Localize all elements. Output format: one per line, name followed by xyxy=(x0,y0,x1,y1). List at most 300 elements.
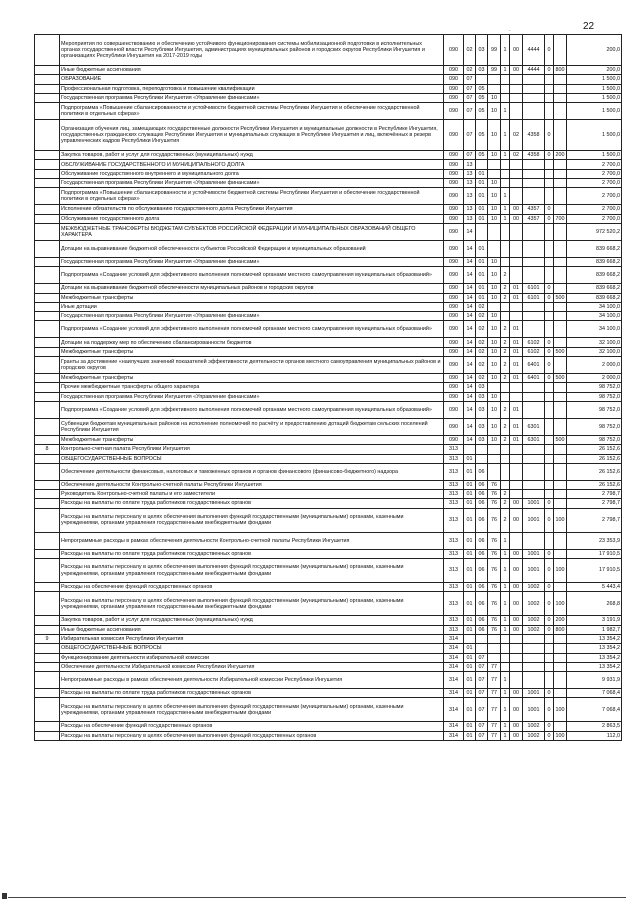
amount-cell: 13 354,2 xyxy=(567,662,622,671)
row-number-cell xyxy=(35,84,60,93)
code-cell xyxy=(523,188,545,205)
code-cell: 1 xyxy=(501,722,510,731)
code-cell: 14 xyxy=(464,257,476,266)
amount-cell: 26 152,6 xyxy=(567,480,622,489)
code-cell: 07 xyxy=(464,103,476,120)
amount-cell: 5 443,4 xyxy=(567,583,622,592)
code-cell xyxy=(488,160,501,169)
row-number-cell xyxy=(35,151,60,160)
code-cell: 800 xyxy=(555,67,565,74)
code-cell: 03 xyxy=(476,435,488,444)
table-row xyxy=(35,559,622,583)
page-number: 22 xyxy=(583,21,595,32)
code-cell: 01 xyxy=(464,559,476,583)
code-cell: 06 xyxy=(476,625,488,634)
code-cell: 02 xyxy=(464,35,476,66)
table-body xyxy=(35,35,622,741)
code-cell: 14 xyxy=(464,401,476,418)
code-cell: 314 xyxy=(444,722,464,731)
code-cell xyxy=(523,169,545,178)
code-cell: 14 xyxy=(464,312,476,321)
code-cell: 313 xyxy=(444,454,464,463)
table-row xyxy=(35,120,622,151)
code-cell: 05 xyxy=(476,120,488,151)
code-cell: 500 xyxy=(555,436,565,443)
code-cell xyxy=(545,435,554,444)
code-cell: 02 xyxy=(476,347,488,356)
code-cell: 01 xyxy=(476,179,488,188)
code-cell: 76 xyxy=(488,559,501,583)
code-cell xyxy=(554,338,567,347)
code-cell: 01 xyxy=(464,616,476,625)
code-cell: 10 xyxy=(488,293,501,302)
code-cell: 01 xyxy=(510,374,523,383)
code-cell: 314 xyxy=(444,689,464,698)
item-name-cell: Расходы на обеспечение функций государственных органов xyxy=(60,583,444,592)
code-cell: 99 xyxy=(488,66,501,75)
code-cell: 4357 xyxy=(523,205,545,214)
table-row xyxy=(35,689,622,698)
amount-cell: 2 798,7 xyxy=(567,508,622,532)
code-cell xyxy=(545,383,554,392)
code-cell: 00 xyxy=(510,625,523,634)
code-cell xyxy=(554,689,567,698)
code-cell: 1 xyxy=(501,672,510,689)
code-cell xyxy=(501,223,510,240)
code-cell: 100 xyxy=(555,732,565,739)
row-number-cell xyxy=(35,205,60,214)
code-cell: 1 xyxy=(501,120,510,151)
item-name-cell: Государственная программа Республики Ингушетия «Управление финансами» xyxy=(60,93,444,102)
code-cell xyxy=(488,644,501,653)
row-number-cell xyxy=(35,616,60,625)
code-cell xyxy=(510,480,523,489)
code-cell: 77 xyxy=(488,731,501,740)
table-row xyxy=(35,188,622,205)
row-number-cell xyxy=(35,223,60,240)
code-cell xyxy=(554,312,567,321)
code-cell xyxy=(545,418,554,435)
code-cell xyxy=(510,223,523,240)
code-cell: 06 xyxy=(476,463,488,480)
item-name-cell: Прочие межбюджетные трансферты общего характера xyxy=(60,383,444,392)
code-cell xyxy=(554,160,567,169)
code-cell: 07 xyxy=(476,698,488,722)
code-cell xyxy=(510,93,523,102)
code-cell: 313 xyxy=(444,508,464,532)
code-cell: 01 xyxy=(464,662,476,671)
code-cell: 500 xyxy=(555,375,565,382)
table-row xyxy=(35,532,622,549)
code-cell: 14 xyxy=(464,321,476,338)
row-number-cell xyxy=(35,532,60,549)
table-row xyxy=(35,644,622,653)
table-row xyxy=(35,592,622,616)
code-cell xyxy=(488,240,501,257)
code-cell xyxy=(501,257,510,266)
code-cell: 05 xyxy=(476,151,488,160)
code-cell: 07 xyxy=(476,653,488,662)
code-cell: 06 xyxy=(476,549,488,558)
item-name-cell: ОБСЛУЖИВАНИЕ ГОСУДАРСТВЕННОГО И МУНИЦИПАЛЬНОГО ДОЛГА xyxy=(60,160,444,169)
table-row xyxy=(35,357,622,374)
code-cell xyxy=(501,169,510,178)
item-name-cell: Расходы на выплаты персоналу в целях обеспечения выполнения функций государственными (муниципальными) органами, казенными учреждениями, органами управления государственными внебюджетными фондами xyxy=(60,559,444,583)
code-cell xyxy=(554,672,567,689)
code-cell: 01 xyxy=(476,257,488,266)
table-row xyxy=(35,84,622,93)
code-cell xyxy=(510,445,523,454)
row-number-cell xyxy=(35,284,60,293)
code-cell: 01 xyxy=(476,293,488,302)
amount-cell: 1 500,0 xyxy=(567,120,622,151)
item-name-cell: ОБРАЗОВАНИЕ xyxy=(60,75,444,84)
item-name-cell: Исполнение обязательств по обслуживанию государственного долга Республики Ингушетия xyxy=(60,205,444,214)
item-name-cell: Гранты за достижение «наилучших значений показателей эффективности деятельности органов местного самоуправления муниципальных районов и городских округов xyxy=(60,357,444,374)
code-cell: 01 xyxy=(476,205,488,214)
code-cell: 1 xyxy=(501,592,510,616)
table-row xyxy=(35,169,622,178)
amount-cell: 34 100,0 xyxy=(567,321,622,338)
code-cell xyxy=(510,160,523,169)
code-cell: 0 xyxy=(545,549,554,558)
row-number-cell xyxy=(35,257,60,266)
code-cell xyxy=(488,75,501,84)
item-name-cell: Субвенции бюджетам муниципальных районов на исполнение полномочий по расчёту и предоставлению дотаций бюджетам сельских поселений Республики Ингушетия xyxy=(60,418,444,435)
code-cell: 313 xyxy=(444,616,464,625)
code-cell xyxy=(545,454,554,463)
amount-cell: 34 100,0 xyxy=(567,312,622,321)
code-cell: 02 xyxy=(476,312,488,321)
code-cell: 07 xyxy=(464,120,476,151)
item-name-cell: Дотации на выравнивание бюджетной обеспеченности муниципальных районов и городских округов xyxy=(60,284,444,293)
table-row xyxy=(35,445,622,454)
code-cell xyxy=(510,634,523,643)
code-cell: 01 xyxy=(510,293,523,302)
row-number-cell xyxy=(35,653,60,662)
row-number-cell xyxy=(35,508,60,532)
table-row xyxy=(35,321,622,338)
amount-cell: 2 700,0 xyxy=(567,160,622,169)
code-cell: 090 xyxy=(444,205,464,214)
table-row xyxy=(35,499,622,508)
amount-cell: 839 668,2 xyxy=(567,257,622,266)
item-name-cell: Обеспечение деятельности Избирательной комиссии Республики Ингушетия xyxy=(60,662,444,671)
code-cell: 090 xyxy=(444,103,464,120)
code-cell: 06 xyxy=(476,616,488,625)
table-row xyxy=(35,257,622,266)
code-cell: 1002 xyxy=(523,616,545,625)
code-cell: 1001 xyxy=(523,559,545,583)
code-cell: 10 xyxy=(488,435,501,444)
amount-cell: 1 982,7 xyxy=(567,625,622,634)
row-number-cell xyxy=(35,35,60,66)
code-cell: 76 xyxy=(488,549,501,558)
code-cell xyxy=(545,103,554,120)
code-cell: 6401 xyxy=(523,357,545,374)
row-number-cell xyxy=(35,214,60,223)
code-cell xyxy=(488,463,501,480)
item-name-cell: Подпрограмма «Создание условий для эффективного выполнения полномочий органами местного самоуправления муниципальных образований» xyxy=(60,321,444,338)
code-cell: 700 xyxy=(555,215,565,222)
code-cell: 76 xyxy=(488,532,501,549)
amount-cell: 200,0 xyxy=(567,66,622,75)
code-cell: 00 xyxy=(510,583,523,592)
code-cell xyxy=(488,445,501,454)
row-number-cell xyxy=(35,549,60,558)
code-cell: 77 xyxy=(488,722,501,731)
amount-cell: 2 700,0 xyxy=(567,205,622,214)
code-cell: 0 xyxy=(545,66,554,75)
code-cell xyxy=(501,634,510,643)
code-cell xyxy=(523,93,545,102)
table-row xyxy=(35,179,622,188)
code-cell: 01 xyxy=(510,347,523,356)
code-cell: 01 xyxy=(464,644,476,653)
code-cell xyxy=(554,583,567,592)
code-cell xyxy=(510,392,523,401)
code-cell: 0 xyxy=(545,120,554,151)
code-cell: 06 xyxy=(476,490,488,499)
item-name-cell: Организация обучения лиц, замещающих государственные должности Республики Ингушетия и муниципальные должности в Республике Ингушетия, государственных гражданских служащих Республики Ингушетия и муниципальных служащих в Республике Ингушетия и лиц, включённых в резерв управленческих кадров Республики Ингушетия xyxy=(60,120,444,151)
code-cell: 01 xyxy=(476,169,488,178)
code-cell: 0 xyxy=(545,722,554,731)
item-name-cell: Мероприятия по совершенствованию и обеспечению устойчивого функционирования системы мобилизационной подготовки в исполнительных органах государственной власти Республики Ингушетия, администрациях муниципальных районов и городских округов Республики Ингушетия и организациях Республики Ингушетия на 2017-2019 годы xyxy=(60,35,444,66)
code-cell xyxy=(523,634,545,643)
code-cell: 00 xyxy=(510,214,523,223)
code-cell: 2 xyxy=(501,508,510,532)
code-cell: 07 xyxy=(476,662,488,671)
code-cell xyxy=(523,240,545,257)
code-cell xyxy=(510,312,523,321)
code-cell: 14 xyxy=(464,240,476,257)
code-cell xyxy=(523,662,545,671)
code-cell: 14 xyxy=(464,374,476,383)
code-cell xyxy=(523,321,545,338)
code-cell xyxy=(488,84,501,93)
code-cell: 1001 xyxy=(523,698,545,722)
code-cell xyxy=(510,463,523,480)
table-row xyxy=(35,66,622,75)
table-row xyxy=(35,293,622,302)
code-cell: 0 xyxy=(545,357,554,374)
code-cell: 10 xyxy=(488,338,501,347)
code-cell xyxy=(545,401,554,418)
code-cell: 00 xyxy=(510,549,523,558)
row-number-cell xyxy=(35,169,60,178)
item-name-cell: Закупка товаров, работ и услуг для государственных (муниципальных) нужд xyxy=(60,151,444,160)
code-cell: 090 xyxy=(444,179,464,188)
code-cell: 1 xyxy=(501,151,510,160)
code-cell: 0 xyxy=(545,583,554,592)
item-name-cell: Иные бюджетные ассигнования xyxy=(60,66,444,75)
table-row xyxy=(35,160,622,169)
code-cell: 090 xyxy=(444,302,464,311)
code-cell: 314 xyxy=(444,634,464,643)
code-cell: 10 xyxy=(488,401,501,418)
code-cell: 01 xyxy=(510,338,523,347)
code-cell: 02 xyxy=(476,321,488,338)
code-cell: 13 xyxy=(464,188,476,205)
code-cell: 2 xyxy=(501,347,510,356)
code-cell xyxy=(545,445,554,454)
code-cell xyxy=(501,302,510,311)
code-cell xyxy=(501,662,510,671)
code-cell: 6301 xyxy=(523,435,545,444)
amount-cell: 1 500,0 xyxy=(567,103,622,120)
code-cell: 05 xyxy=(476,93,488,102)
amount-cell: 98 752,0 xyxy=(567,383,622,392)
code-cell: 10 xyxy=(488,120,501,151)
code-cell: 090 xyxy=(444,392,464,401)
code-cell xyxy=(501,84,510,93)
code-cell: 05 xyxy=(476,103,488,120)
code-cell: 090 xyxy=(444,418,464,435)
code-cell: 76 xyxy=(488,625,501,634)
item-name-cell: Функционирование деятельности избирательной комиссии xyxy=(60,653,444,662)
code-cell xyxy=(545,267,554,284)
code-cell xyxy=(523,103,545,120)
code-cell xyxy=(501,93,510,102)
code-cell xyxy=(545,672,554,689)
code-cell: 01 xyxy=(464,583,476,592)
code-cell: 10 xyxy=(488,357,501,374)
amount-cell: 17 910,5 xyxy=(567,559,622,583)
code-cell: 76 xyxy=(488,499,501,508)
code-cell: 090 xyxy=(444,66,464,75)
code-cell: 200 xyxy=(555,152,565,159)
code-cell: 090 xyxy=(444,374,464,383)
table-row xyxy=(35,634,622,643)
item-name-cell: Государственная программа Республики Ингушетия «Управление финансами» xyxy=(60,312,444,321)
code-cell: 090 xyxy=(444,214,464,223)
code-cell: 13 xyxy=(464,214,476,223)
item-name-cell: Расходы на выплаты персоналу в целях обеспечения выполнения функций государственными (муниципальными) органами, казенными учреждениями, органами управления государственными внебюджетными фондами xyxy=(60,698,444,722)
item-name-cell: Закупка товаров, работ и услуг для государственных (муниципальных) нужд xyxy=(60,616,444,625)
code-cell xyxy=(554,490,567,499)
code-cell: 200 xyxy=(555,617,565,624)
code-cell: 6102 xyxy=(523,347,545,356)
code-cell: 00 xyxy=(510,499,523,508)
amount-cell: 1 500,0 xyxy=(567,84,622,93)
code-cell: 01 xyxy=(510,418,523,435)
code-cell xyxy=(501,240,510,257)
code-cell: 06 xyxy=(476,583,488,592)
code-cell: 06 xyxy=(476,532,488,549)
code-cell xyxy=(545,480,554,489)
code-cell: 00 xyxy=(510,722,523,731)
code-cell: 01 xyxy=(510,401,523,418)
code-cell xyxy=(501,454,510,463)
code-cell: 0 xyxy=(545,559,554,583)
amount-cell: 1 500,0 xyxy=(567,93,622,102)
code-cell xyxy=(523,267,545,284)
row-number-cell xyxy=(35,75,60,84)
code-cell: 07 xyxy=(464,93,476,102)
amount-cell: 200,0 xyxy=(567,35,622,66)
code-cell xyxy=(501,160,510,169)
code-cell: 10 xyxy=(488,257,501,266)
amount-cell: 17 910,5 xyxy=(567,549,622,558)
code-cell xyxy=(523,312,545,321)
code-cell xyxy=(545,463,554,480)
code-cell xyxy=(510,662,523,671)
table-row xyxy=(35,240,622,257)
amount-cell: 268,8 xyxy=(567,592,622,616)
item-name-cell: Межбюджетные трансферты xyxy=(60,347,444,356)
code-cell: 14 xyxy=(464,223,476,240)
code-cell: 313 xyxy=(444,592,464,616)
code-cell: 07 xyxy=(476,689,488,698)
code-cell: 314 xyxy=(444,672,464,689)
code-cell xyxy=(501,392,510,401)
code-cell: 00 xyxy=(510,559,523,583)
code-cell: 01 xyxy=(510,357,523,374)
code-cell: 00 xyxy=(510,35,523,66)
table-row xyxy=(35,435,622,444)
code-cell: 2 xyxy=(501,357,510,374)
code-cell xyxy=(523,463,545,480)
code-cell: 0 xyxy=(545,625,554,634)
code-cell: 2 xyxy=(501,293,510,302)
code-cell xyxy=(554,240,567,257)
code-cell: 07 xyxy=(464,151,476,160)
code-cell: 10 xyxy=(488,214,501,223)
table-row xyxy=(35,662,622,671)
code-cell xyxy=(554,463,567,480)
code-cell xyxy=(545,634,554,643)
amount-cell: 23 353,9 xyxy=(567,532,622,549)
code-cell xyxy=(523,75,545,84)
code-cell xyxy=(554,357,567,374)
item-name-cell: Обеспечение деятельности финансовых, налоговых и таможенных органов и органов финансового (финансово-бюджетного) надзора xyxy=(60,463,444,480)
item-name-cell: ОБЩЕГОСУДАРСТВЕННЫЕ ВОПРОСЫ xyxy=(60,454,444,463)
item-name-cell: ОБЩЕГОСУДАРСТВЕННЫЕ ВОПРОСЫ xyxy=(60,644,444,653)
code-cell: 02 xyxy=(464,66,476,75)
code-cell xyxy=(554,302,567,311)
code-cell: 313 xyxy=(444,532,464,549)
code-cell xyxy=(523,454,545,463)
code-cell: 14 xyxy=(464,435,476,444)
row-number-cell xyxy=(35,293,60,302)
code-cell xyxy=(545,240,554,257)
code-cell xyxy=(554,35,567,66)
code-cell: 76 xyxy=(488,583,501,592)
code-cell: 0 xyxy=(545,205,554,214)
code-cell: 314 xyxy=(444,698,464,722)
table-row xyxy=(35,392,622,401)
code-cell xyxy=(554,223,567,240)
item-name-cell: Непрограммные расходы в рамках обеспечения деятельности Избирательной комиссии Республики Ингушетия xyxy=(60,672,444,689)
code-cell: 03 xyxy=(476,392,488,401)
code-cell xyxy=(488,634,501,643)
code-cell xyxy=(554,480,567,489)
code-cell xyxy=(501,644,510,653)
code-cell: 6101 xyxy=(523,284,545,293)
amount-cell: 2 000,0 xyxy=(567,374,622,383)
code-cell xyxy=(545,312,554,321)
code-cell xyxy=(523,401,545,418)
code-cell xyxy=(510,188,523,205)
item-name-cell: Дотации на выравнивание бюджетной обеспеченности субъектов Российской Федерации и муниципальных образований xyxy=(60,240,444,257)
code-cell: 01 xyxy=(476,214,488,223)
code-cell xyxy=(554,392,567,401)
code-cell: 090 xyxy=(444,338,464,347)
code-cell: 13 xyxy=(464,179,476,188)
amount-cell: 2 700,0 xyxy=(567,214,622,223)
code-cell: 01 xyxy=(464,722,476,731)
code-cell: 10 xyxy=(488,418,501,435)
